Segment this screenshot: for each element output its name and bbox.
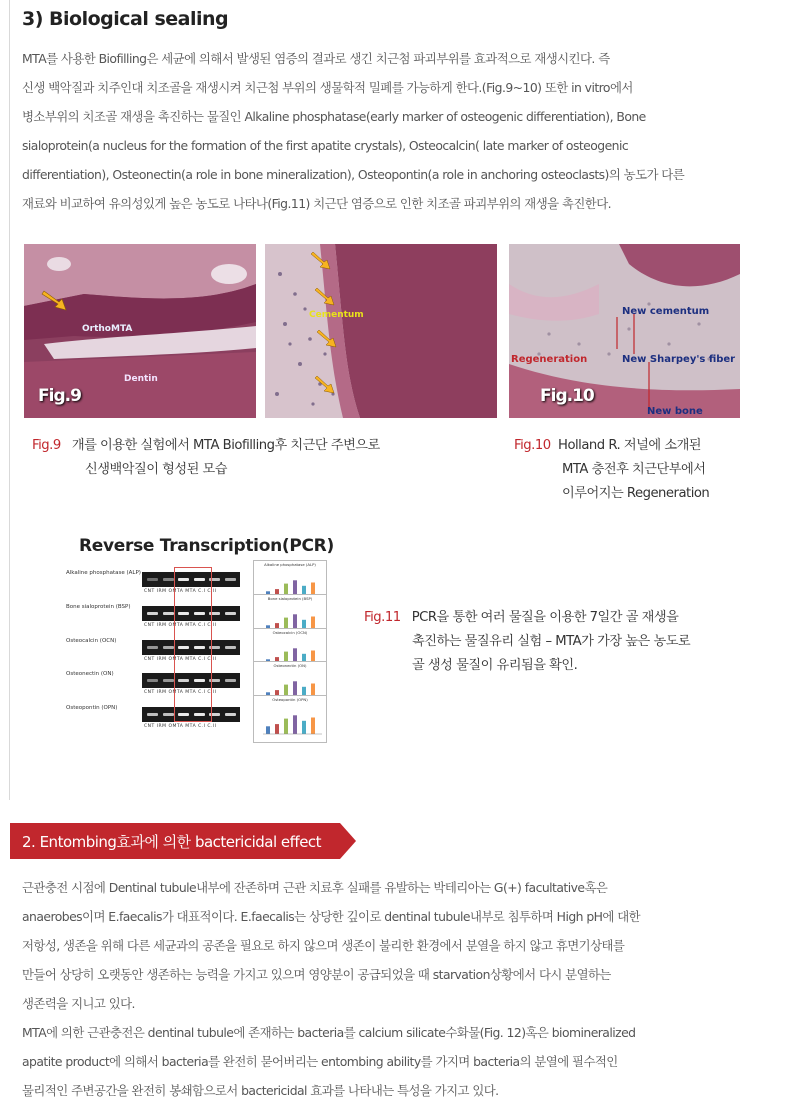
mini-chart-bar xyxy=(293,715,297,734)
mini-chart-bar xyxy=(311,718,315,735)
photo-label-dentin: Dentin xyxy=(124,374,158,384)
gel-band xyxy=(225,578,236,581)
caption-text: PCR을 통한 여러 물질을 이용한 7일간 골 재생을 xyxy=(411,610,679,625)
paragraph-line: sialoprotein(a nucleus for the formation of the first apatite crystals), Osteocalcin( late marker of osteogenic xyxy=(22,138,629,153)
caption-text: 골 생성 물질이 유리됨을 확인. xyxy=(412,658,578,673)
paragraph-line: 저항성, 생존을 위해 다른 세균과의 공존을 필요로 하지 않으며 생존이 불리한 환경에서 분열을 하지 않고 휴면기상태를 xyxy=(22,938,625,953)
section-title-biological-sealing: 3) Biological sealing xyxy=(22,8,229,30)
histology-photo-cementum xyxy=(265,244,497,418)
photo-tag-fig9: Fig.9 xyxy=(38,386,81,406)
photo-tag-fig10: Fig.10 xyxy=(540,386,594,406)
paragraph-line: 병소부위의 치조골 재생을 촉진하는 물질인 Alkaline phosphatase(early marker of osteogenic differentiation), Bone xyxy=(22,109,646,124)
photo-label-new-cementum: New cementum xyxy=(622,306,710,317)
gel-lane-labels: CNT IRM OMTA MTA C.I C.II xyxy=(144,623,217,628)
gel-row-label: Osteopontin (OPN) xyxy=(66,705,118,711)
gel-lane-labels: CNT IRM OMTA MTA C.I C.II xyxy=(144,589,217,594)
gel-band xyxy=(147,646,158,649)
paragraph-line: MTA에 의한 근관충전은 dentinal tubule에 존재하는 bacteria를 calcium silicate수화물(Fig. 12)혹은 biomineralized xyxy=(22,1025,636,1040)
gel-band xyxy=(163,646,174,649)
gel-band xyxy=(163,713,174,716)
mini-chart-title: Bone sialoprotein (BSP) xyxy=(267,596,313,601)
caption-fig9 xyxy=(32,434,380,482)
biological-sealing-paragraph xyxy=(22,44,782,218)
gel-band xyxy=(147,679,158,682)
gel-lane-labels: CNT IRM OMTA MTA C.I C.II xyxy=(144,690,217,695)
mini-chart-title: Osteonectin (ON) xyxy=(273,663,307,668)
paragraph-line: differentiation), Osteonectin(a role in bone mineralization), Osteopontin(a role in anchoring osteoclasts)의 농도가 다른 xyxy=(22,167,685,182)
gel-row-label: Osteocalcin (OCN) xyxy=(66,638,117,644)
gel-lane-labels: CNT IRM OMTA MTA C.I C.II xyxy=(144,657,217,662)
gel-band xyxy=(147,713,158,716)
section-title-entombing: 2. Entombing효과에 의한 bactericidal effect xyxy=(22,833,322,851)
photo-label-regeneration: Regeneration xyxy=(511,354,588,365)
paragraph-line: MTA를 사용한 Biofilling은 세균에 의해서 발생된 염증의 결과로 생긴 치근첨 파괴부위를 효과적으로 재생시킨다. 즉 xyxy=(22,51,610,66)
pcr-figure-title: Reverse Transcription(PCR) xyxy=(79,536,334,556)
caption-number: Fig.9 xyxy=(32,438,61,453)
mini-chart-bar xyxy=(284,719,288,734)
gel-band xyxy=(225,713,236,716)
gel-band xyxy=(163,612,174,615)
histology-photo-orthomta xyxy=(24,244,256,418)
mini-chart-bar xyxy=(275,724,279,734)
photo-label-new-bone: New bone xyxy=(647,406,703,417)
gel-row-label: Osteonectin (ON) xyxy=(66,671,114,677)
gel-band xyxy=(147,612,158,615)
mini-chart-title: Osteocalcin (OCN) xyxy=(272,630,308,635)
gel-band xyxy=(163,578,174,581)
mini-chart-bar xyxy=(302,721,306,734)
paragraph-line: anaerobes이며 E.faecalis가 대표적이다. E.faecalis는 상당한 깊이로 dentinal tubule내부로 침투하며 High pH에 대한 xyxy=(22,909,641,924)
left-border-line xyxy=(9,0,10,800)
caption-text: 촉진하는 물질유리 실험 – MTA가 가장 높은 농도로 xyxy=(412,634,691,649)
caption-number: Fig.11 xyxy=(364,610,401,625)
section-banner xyxy=(10,823,356,859)
histology-photo-regeneration xyxy=(509,244,740,418)
entombing-paragraph xyxy=(22,873,782,1105)
caption-fig11 xyxy=(364,606,690,678)
paragraph-line: 신생 백악질과 치주인대 치조골을 재생시켜 치근첨 부위의 생물학적 밀폐를 가능하게 한다.(Fig.9~10) 또한 in vitro에서 xyxy=(22,80,633,95)
paragraph-line: 근관충전 시점에 Dentinal tubule내부에 잔존하며 근관 치료후 실패를 유발하는 박테리아는 G(+) facultative혹은 xyxy=(22,880,608,895)
paragraph-line: apatite product에 의해서 bacteria를 완전히 묻어버리는 entombing ability를 가지며 bacteria의 분열에 필수적인 xyxy=(22,1054,618,1069)
gel-lane-labels: CNT IRM OMTA MTA C.I C.II xyxy=(144,724,217,729)
caption-text: 개를 이용한 실험에서 MTA Biofilling후 치근단 주변으로 xyxy=(71,438,380,453)
caption-text: 이루어지는 Regeneration xyxy=(562,486,710,501)
caption-text: 신생백악질이 형성된 모습 xyxy=(85,462,228,477)
paragraph-line: 만들어 상당히 오랫동안 생존하는 능력을 가지고 있으며 영양분이 공급되었을 때 starvation상황에서 다시 분열하는 xyxy=(22,967,611,982)
gel-band xyxy=(163,679,174,682)
pcr-highlight-box xyxy=(174,567,212,722)
gel-band xyxy=(225,612,236,615)
mini-chart-title: Osteopontin (OPN) xyxy=(272,697,308,702)
mini-chart-bar xyxy=(266,726,270,734)
paragraph-line: 생존력을 지니고 있다. xyxy=(22,996,135,1011)
paragraph-line: 재료와 비교하여 유의성있게 높은 농도로 나타나(Fig.11) 치근단 염증으로 인한 치조골 파괴부위의 재생을 촉진한다. xyxy=(22,196,612,211)
gel-band xyxy=(225,646,236,649)
caption-number: Fig.10 xyxy=(514,438,551,453)
gel-row-label: Bone sialoprotein (BSP) xyxy=(66,604,131,610)
photo-label-cementum: Cementum xyxy=(309,310,364,320)
gel-band xyxy=(147,578,158,581)
caption-text: Holland R. 저널에 소개된 xyxy=(558,438,702,453)
gel-band xyxy=(225,679,236,682)
paragraph-line: 물리적인 주변공간을 완전히 봉쇄함으로서 bactericidal 효과를 나타내는 특성을 가지고 있다. xyxy=(22,1083,499,1098)
gel-row-label: Alkaline phosphatase (ALP) xyxy=(66,570,141,576)
caption-fig10 xyxy=(514,434,709,506)
caption-text: MTA 충전후 치근단부에서 xyxy=(562,462,706,477)
photo-label-orthomta: OrthoMTA xyxy=(82,324,133,334)
photo-label-sharpeys-fiber: New Sharpey's fiber xyxy=(622,354,736,365)
mini-bar-chart xyxy=(253,695,327,743)
mini-chart-title: Alkaline phosphatase (ALP) xyxy=(264,562,316,567)
